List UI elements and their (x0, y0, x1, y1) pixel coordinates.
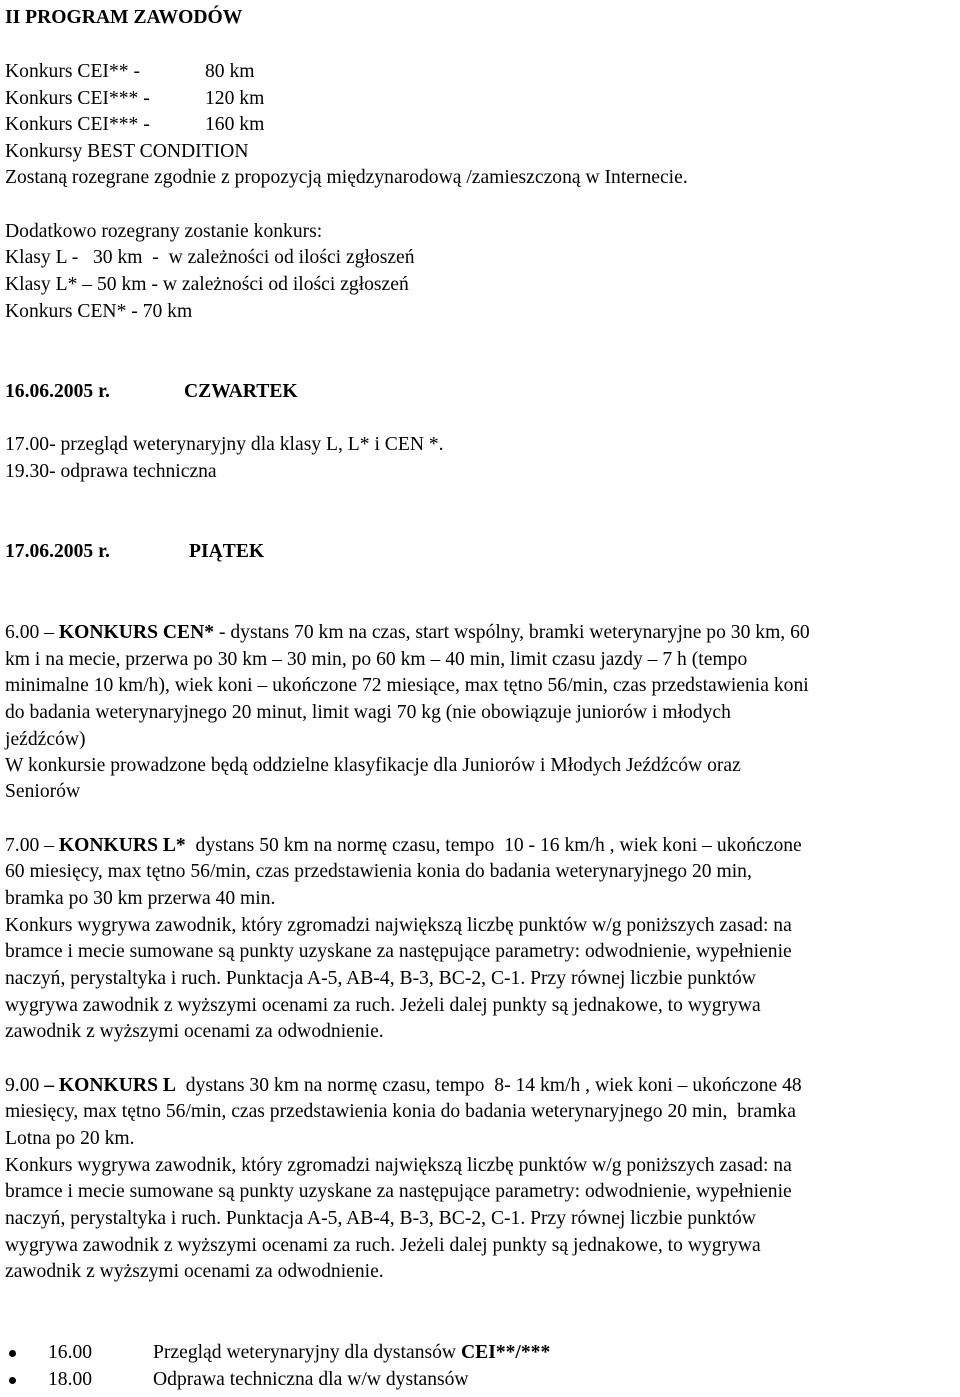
cen-time: 6.00 – (5, 622, 54, 643)
lstar-line: naczyń, perystaltyka i ruch. Punktacja A-5, AB-4, B-3, BC-2, C-1. Przy równej liczbie punktów (5, 968, 756, 989)
l-line: bramce i mecie sumowane są punkty uzyskane za następujące parametry: odwodnienie, wypełnienie (5, 1181, 792, 1202)
additional-item: Klasy L - 30 km - w zależności od ilości zgłoszeń (5, 247, 415, 268)
page-title: II PROGRAM ZAWODÓW (5, 7, 243, 28)
additional-item: Konkurs CEN* - 70 km (5, 301, 193, 322)
lstar-line: Konkurs wygrywa zawodnik, który zgromadzi największą liczbę punktów w/g poniższych zasad: na (5, 915, 792, 936)
lstar-line: dystans 50 km na normę czasu, tempo 10 - 16 km/h , wiek koni – ukończone (185, 835, 802, 856)
competition-distance: 80 km (205, 61, 255, 82)
bullet-time: 16.00 (48, 1342, 93, 1363)
additional-intro: Dodatkowo rozegrany zostanie konkurs: (5, 221, 323, 242)
day1-weekday: CZWARTEK (184, 381, 298, 402)
l-line: naczyń, perystaltyka i ruch. Punktacja A-5, AB-4, B-3, BC-2, C-1. Przy równej liczbie punktów (5, 1208, 756, 1229)
lstar-line: zawodnik z wyższymi ocenami za odwodnienie. (5, 1021, 384, 1042)
day1-event: 19.30- odprawa techniczna (5, 461, 217, 482)
additional-item: Klasy L* – 50 km - w zależności od ilości zgłoszeń (5, 274, 409, 295)
l-first-line (5, 1076, 802, 1096)
cen-line: Seniorów (5, 781, 81, 802)
lstar-line: 60 miesięcy, max tętno 56/min, czas przedstawienia konia do badania weterynaryjnego 20 min, (5, 861, 752, 882)
l-line: Konkurs wygrywa zawodnik, który zgromadzi największą liczbę punktów w/g poniższych zasad: na (5, 1155, 792, 1176)
cen-line: - dystans 70 km na czas, start wspólny, bramki weterynaryjne po 30 km, 60 (214, 622, 810, 643)
lstar-line: bramce i mecie sumowane są punkty uzyskane za następujące parametry: odwodnienie, wypełnienie (5, 941, 792, 962)
bullet-text: Odprawa techniczna dla w/w dystansów (153, 1369, 469, 1390)
l-line: zawodnik z wyższymi ocenami za odwodnienie. (5, 1261, 384, 1282)
bullet-label: Przegląd weterynaryjny dla dystansów (153, 1342, 461, 1363)
best-condition: Konkursy BEST CONDITION (5, 141, 249, 162)
l-name: – KONKURS L (44, 1075, 176, 1096)
bullet-icon (9, 1350, 16, 1357)
lstar-line: wygrywa zawodnik z wyższymi ocenami za ruch. Jeżeli dalej punkty są jednakowe, to wygrywa (5, 995, 761, 1016)
competition-distance: 160 km (205, 114, 265, 135)
cen-line: km i na mecie, przerwa po 30 km – 30 min, po 60 km – 40 min, limit czasu jazdy – 7 h (tempo (5, 649, 748, 670)
cen-line: jeźdźców) (5, 729, 86, 750)
day1-date: 16.06.2005 r. (5, 381, 110, 402)
competition-distance: 120 km (205, 88, 265, 109)
cen-line: W konkursie prowadzone będą oddzielne klasyfikacje dla Juniorów i Młodych Jeźdźców oraz (5, 755, 741, 776)
cen-first-line (5, 623, 810, 643)
l-line: miesięcy, max tętno 56/min, czas przedstawienia konia do badania weterynaryjnego 20 min, bramka (5, 1101, 796, 1122)
l-line: wygrywa zawodnik z wyższymi ocenami za ruch. Jeżeli dalej punkty są jednakowe, to wygrywa (5, 1235, 761, 1256)
bullet-time: 18.00 (48, 1369, 93, 1390)
day2-weekday: PIĄTEK (189, 541, 265, 562)
lstar-time: 7.00 – (5, 835, 54, 856)
lstar-name: KONKURS L* (58, 835, 186, 856)
day1-event: 17.00- przegląd weterynaryjny dla klasy L, L* i CEN *. (5, 434, 444, 455)
cen-line: minimalne 10 km/h), wiek koni – ukończone 72 miesiące, max tętno 56/min, czas przedstawienia koni (5, 675, 809, 696)
cen-line: do badania weterynaryjnego 20 minut, limit wagi 70 kg (nie obowiązuje juniorów i młodych (5, 702, 731, 723)
day2-date: 17.06.2005 r. (5, 541, 110, 562)
rules-note: Zostaną rozegrane zgodnie z propozycją międzynarodową /zamieszczoną w Internecie. (5, 167, 688, 188)
lstar-line: bramka po 30 km przerwa 40 min. (5, 888, 276, 909)
l-line: dystans 30 km na normę czasu, tempo 8- 14 km/h , wiek koni – ukończone 48 (175, 1075, 802, 1096)
l-time: 9.00 (5, 1075, 40, 1096)
bullet-icon (9, 1377, 16, 1384)
bullet-bold: CEI**/*** (460, 1342, 551, 1363)
cen-name: KONKURS CEN* (58, 622, 215, 643)
lstar-first-line (5, 836, 802, 856)
l-line: Lotna po 20 km. (5, 1128, 135, 1149)
competition-name: Konkurs CEI** - (5, 61, 140, 82)
competition-name: Konkurs CEI*** - (5, 88, 150, 109)
bullet-text (153, 1343, 550, 1363)
competition-name: Konkurs CEI*** - (5, 114, 150, 135)
